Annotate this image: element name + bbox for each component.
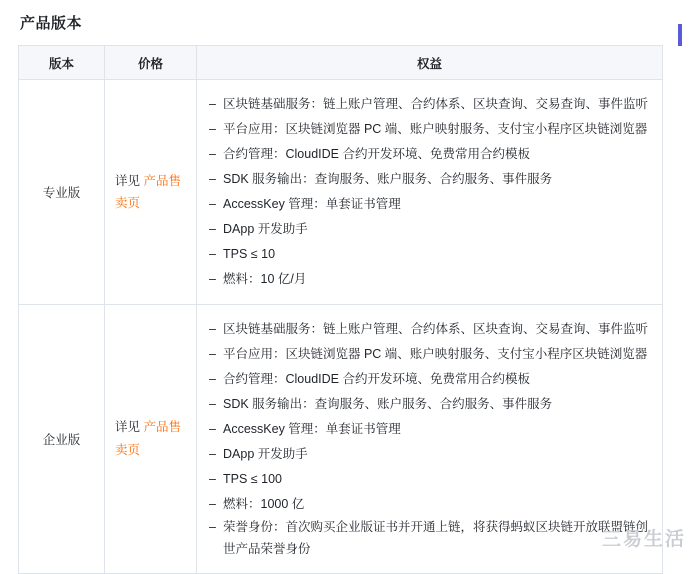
rights-text: DApp 开发助手 [223,447,308,461]
dash-marker: – [209,247,216,261]
dash-marker: – [209,447,216,461]
dash-marker: – [209,472,216,486]
list-item [209,392,648,417]
dash-marker: – [209,372,216,386]
rights-text: 合约管理：CloudIDE 合约开发环境、免费常用合约模板 [223,147,530,161]
cell-price-professional [105,80,197,305]
list-item [209,517,648,561]
header-price: 价格 [105,46,197,80]
rights-text: 区块链基础服务：链上账户管理、合约体系、区块查询、交易查询、事件监听 [223,322,649,336]
rights-list [209,317,648,561]
rights-text: 燃料：1000 亿 [223,497,305,511]
price-prefix: 详见 [115,173,141,188]
cell-rights-professional [197,80,663,305]
list-item [209,142,648,167]
rights-text: 荣誉身份：首次购买企业版证书并开通上链，将获得蚂蚁区块链开放联盟链创世产品荣誉身份 [223,520,649,556]
dash-marker: – [209,147,216,161]
list-item [209,117,648,142]
blue-marker-bar [678,24,682,46]
list-item [209,242,648,267]
dash-marker: – [209,347,216,361]
dash-marker: – [209,197,216,211]
dash-marker: – [209,172,216,186]
dash-marker: – [209,497,216,511]
rights-text: 平台应用：区块链浏览器 PC 端、账户映射服务、支付宝小程序区块链浏览器 [223,347,648,361]
cell-rights-enterprise [197,305,663,574]
product-sales-page-link[interactable]: 产品售卖页 [115,420,182,457]
list-item [209,267,648,292]
list-item [209,442,648,467]
dash-marker: – [209,222,216,236]
list-item [209,342,648,367]
rights-text: 燃料：10 亿/月 [223,272,307,286]
cell-price-enterprise [105,305,197,574]
rights-text: 区块链基础服务：链上账户管理、合约体系、区块查询、交易查询、事件监听 [223,97,649,111]
rights-list [209,92,648,292]
dash-marker: – [209,272,216,286]
rights-text: DApp 开发助手 [223,222,308,236]
list-item [209,92,648,117]
product-sales-page-link[interactable]: 产品售卖页 [115,173,182,210]
rights-text: 合约管理：CloudIDE 合约开发环境、免费常用合约模板 [223,372,530,386]
dash-marker: – [209,122,216,136]
list-item [209,467,648,492]
table-row [19,305,663,574]
rights-text: 平台应用：区块链浏览器 PC 端、账户映射服务、支付宝小程序区块链浏览器 [223,122,648,136]
rights-text: SDK 服务输出：查询服务、账户服务、合约服务、事件服务 [223,172,553,186]
dash-marker: – [209,322,216,336]
dash-marker: – [209,520,216,534]
rights-text: TPS ≤ 100 [223,472,282,486]
page-title: 产品版本 [20,15,83,32]
list-item [209,192,648,217]
header-rights: 权益 [197,46,663,80]
list-item [209,367,648,392]
watermark: 三易生活 [601,528,686,550]
table-row [19,80,663,305]
table-header [19,46,663,80]
dash-marker: – [209,97,216,111]
header-version: 版本 [19,46,105,80]
cell-version-professional: 专业版 [19,80,105,305]
list-item [209,492,648,517]
rights-text: AccessKey 管理：单套证书管理 [223,422,401,436]
dash-marker: – [209,397,216,411]
list-item [209,217,648,242]
dash-marker: – [209,422,216,436]
rights-text: AccessKey 管理：单套证书管理 [223,197,401,211]
table-header-row [19,46,663,80]
list-item [209,317,648,342]
product-version-table [18,45,663,574]
rights-text: TPS ≤ 10 [223,247,276,261]
cell-version-enterprise: 企业版 [19,305,105,574]
table-body [19,80,663,574]
list-item [209,167,648,192]
rights-text: SDK 服务输出：查询服务、账户服务、合约服务、事件服务 [223,397,553,411]
price-prefix: 详见 [115,420,141,435]
list-item [209,417,648,442]
